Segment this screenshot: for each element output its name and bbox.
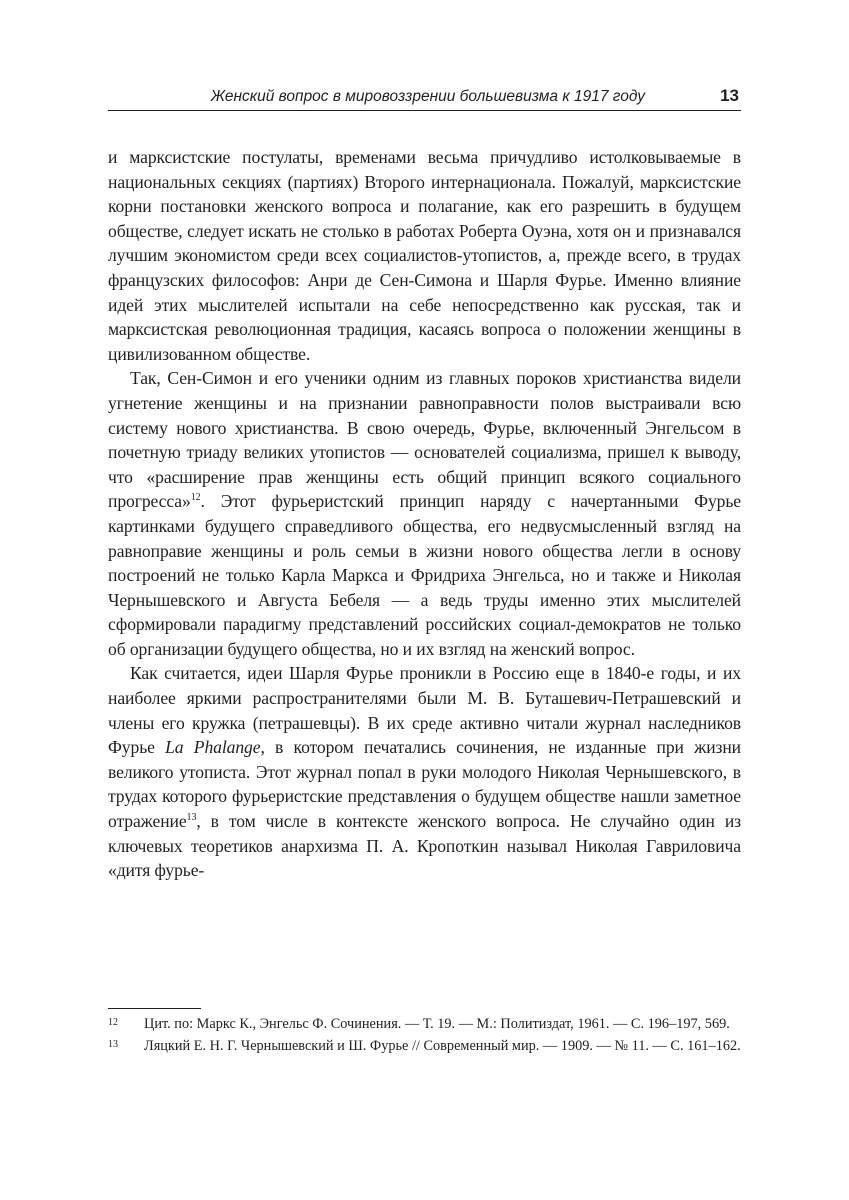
footnote-text: Цит. по: Маркс К., Энгельс Ф. Сочинения. — Т. 19. — М.: Политиздат, 1961. — С. 196–197, 569. [144,1016,730,1032]
footnotes [108,1014,741,1057]
footnote-ref-13[interactable]: 13 [186,812,197,824]
footnote-number: 13 [108,1038,118,1050]
running-header [108,86,741,111]
paragraph-2 [108,366,741,661]
footnote-separator [108,1008,201,1009]
footnote-ref-12[interactable]: 12 [190,492,201,504]
footnote-number: 12 [108,1017,118,1028]
footnote-13 [108,1036,741,1057]
paragraph-3 [108,661,741,882]
page-number: 13 [720,86,739,105]
running-title: Женский вопрос в мировоззрении большевизма к 1917 году [210,88,645,105]
paragraph-1-text: и марксистские постулаты, временами весьма причудливо истолковываемые в национальных секциях (партиях) Второго интернационала. Пожалуй, марксистские корни постановки женского вопроса и полагание, как его разрешить в будущем обществе, следует искать не столько в работах Роберта Оуэна, хотя он и признавался лучшим экономистом среди всех социалистов-утопистов, а, прежде всего, в трудах французских философов: Анри де Сен-Симона и Шарля Фурье. Именно влияние идей этих мыслителей испытали на себе непосредственно как русская, так и марксистская революционная традиция, касаясь вопроса о положении женщины в цивилизованном обществе. [108,147,741,364]
journal-title: La Phalange [165,737,261,758]
paragraph-1 [108,145,741,366]
paragraph-3-text-c: , в том числе в контексте женского вопроса. Не случайно один из ключевых теоретиков анархизма П. А. Кропоткин называл Николая Гавриловича «дитя фурье- [108,811,741,881]
paragraph-3-text-a: Как считается, идеи Шарля Фурье проникли в Россию еще в 1840-е годы, и их наиболее яркими распространителями были М. В. Буташевич-Петрашевский и члены его кружка (петрашевцы). В их среде активно читали журнал наследников Фурье [108,663,741,758]
main-text [108,145,741,883]
footnote-12 [108,1014,741,1035]
paragraph-3-text-b: , в котором печатались сочинения, не изданные при жизни великого утописта. Этот журнал попал в руки молодого Николая Чернышевского, в трудах которого фурьеристские представления о будущем обществе нашли заметное отражение [108,737,741,832]
footnote-text: Ляцкий Е. Н. Г. Чернышевский и Ш. Фурье // Современный мир. — 1909. — № 11. — С. 161–162. [144,1037,741,1054]
paragraph-2-text-b: . Этот фурьеристский принцип наряду с начертанными Фурье картинками будущего справедливого общества, его недвусмысленный взгляд на равноправие женщины и роль семьи в жизни нового общества легли в основу построений не только Карла Маркса и Фридриха Энгельса, но и также и Николая Чернышевского и Августа Бебеля — а ведь труды именно этих мыслителей сформировали парадигму представлений российских социал-демократов не только об организации будущего общества, но и их взгляд на женский вопрос. [108,491,741,659]
paragraph-2-text-a: Так, Сен-Симон и его ученики одним из главных пороков христианства видели угнетение женщины и на признании равноправности полов выстраивали всю систему нового христианства. В свою очередь, Фурье, включенный Энгельсом в почетную триаду великих утопистов — основателей социализма, пришел к выводу, что «расширение прав женщины есть общий принцип всякого социального прогресса» [108,368,741,512]
